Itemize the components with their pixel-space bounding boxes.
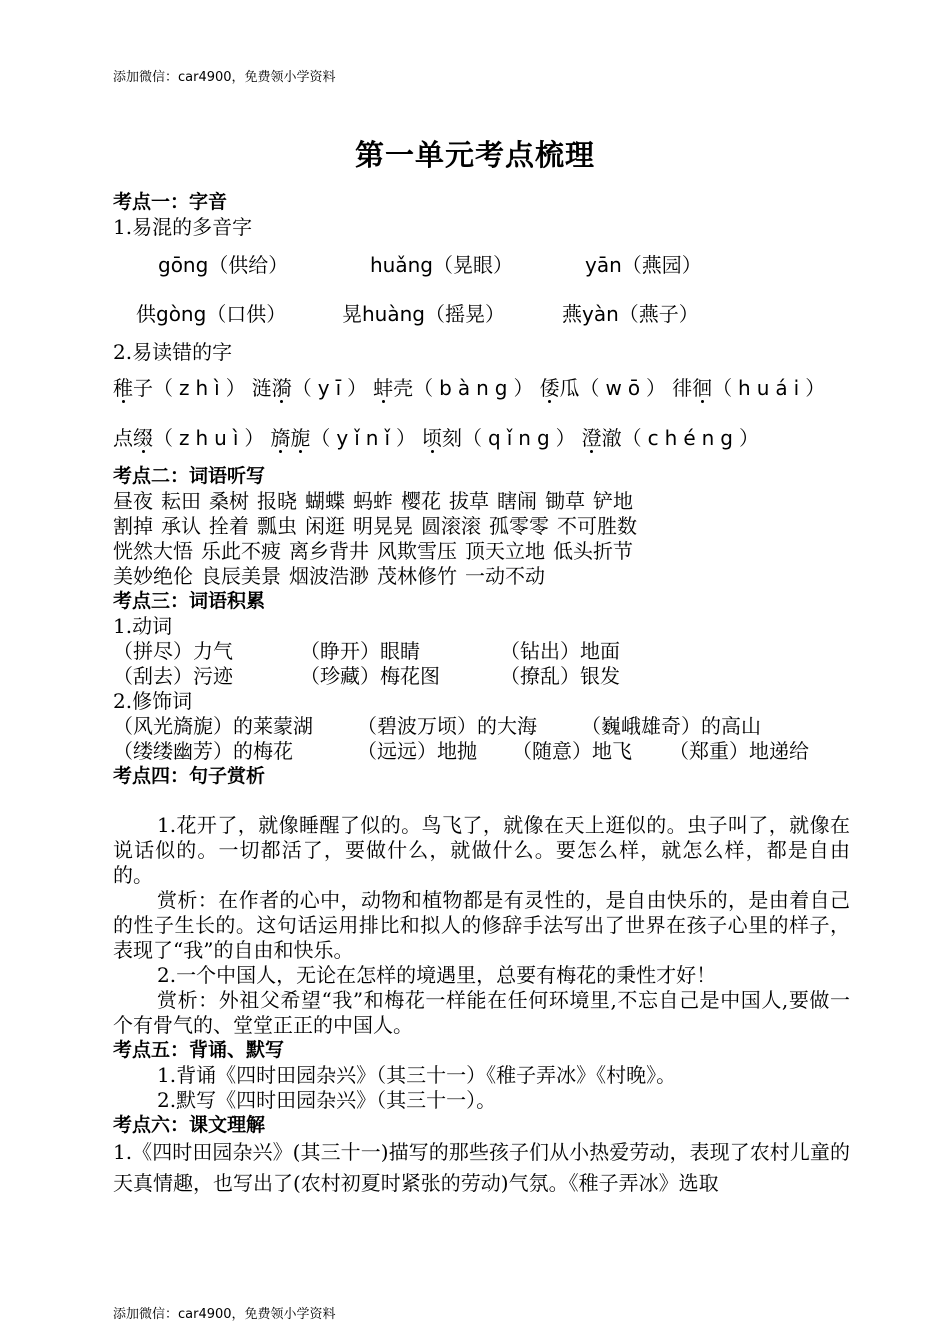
- section-heading-6: 考点六：课文理解: [113, 1114, 266, 1136]
- misread-item: [582, 426, 765, 450]
- vocab-word: 烟波浩渺: [289, 564, 369, 588]
- vocab-word: 风欺雪压: [377, 539, 457, 563]
- misread-row-2: [113, 426, 765, 451]
- pinyin: （chéng）: [621, 426, 766, 450]
- char: 徘: [672, 376, 693, 400]
- modifier-phrase: （风光旖旎）的莱蒙湖: [113, 714, 313, 738]
- char-dotted: 漪: [271, 376, 292, 400]
- misread-row-1: [113, 376, 831, 401]
- verb-phrase: （珍藏）梅花图: [300, 664, 440, 688]
- modifier-phrase: （巍峨雄奇）的高山: [581, 714, 761, 738]
- vocab-word: 报晓: [257, 489, 297, 513]
- subheading-verbs: 1.动词: [113, 614, 173, 638]
- pinyin: yān: [585, 253, 622, 277]
- vocab-word: 割掉: [113, 514, 153, 538]
- modifier-phrase: （缕缕幽芳）的梅花: [113, 739, 293, 763]
- char: 涟: [251, 376, 272, 400]
- polyphone-item: [585, 253, 702, 278]
- section-heading-5: 考点五：背诵、默写: [113, 1039, 285, 1061]
- pinyin: （zhì）: [153, 376, 252, 400]
- char-dotted: 顷: [422, 426, 443, 450]
- section-heading-3: 考点三：词语积累: [113, 590, 266, 612]
- char-dotted: 蚌: [373, 376, 394, 400]
- word: （供给）: [208, 253, 289, 277]
- vocab-word: 恍然大悟: [113, 539, 193, 563]
- vocab-word: 锄草: [545, 489, 585, 513]
- paragraph: 1.《四时田园杂兴》(其三十一)描写的那些孩子们从小热爱劳动，表现了农村儿童的天真情趣，也写出了(农村初夏时紧张的劳动)气氛。《稚子弄冰》选取: [113, 1140, 850, 1195]
- modifier-phrase: （郑重）地递给: [669, 739, 809, 763]
- verb-phrase: （撩乱）银发: [500, 664, 620, 688]
- pinyin: gōng: [158, 253, 209, 277]
- char: 供: [136, 302, 156, 326]
- misread-item: [252, 376, 373, 400]
- word: （燕园）: [621, 253, 702, 277]
- paragraph: 赏析：外祖父希望“我”和梅花一样能在任何环境里,不忘自己是中国人,要做一个有骨气的、堂堂正正的中国人。: [113, 988, 850, 1037]
- pinyin: （huái）: [712, 376, 832, 400]
- vocab-word: 承认: [161, 514, 201, 538]
- vocab-word: 离乡背井: [289, 539, 369, 563]
- vocab-word: 闲逛: [305, 514, 345, 538]
- modifier-phrase: （随意）地飞: [512, 739, 632, 763]
- word-line: [113, 514, 645, 539]
- misread-item: [672, 376, 831, 400]
- vocab-word: 明晃晃: [353, 514, 413, 538]
- word: （燕子）: [618, 302, 699, 326]
- word-line: [113, 489, 641, 514]
- subheading-modifiers: 2.修饰词: [113, 689, 193, 713]
- section-heading-1: 考点一：字音: [113, 191, 228, 213]
- misread-item: [422, 426, 582, 450]
- verb-phrase: （拼尽）力气: [113, 639, 233, 663]
- vocab-word: 瞎闹: [497, 489, 537, 513]
- modifier-phrase: （碧波万顷）的大海: [357, 714, 537, 738]
- char: 燕: [562, 302, 582, 326]
- pinyin: （wō）: [579, 376, 673, 400]
- vocab-word: 樱花: [401, 489, 441, 513]
- char: 点: [113, 426, 133, 450]
- page-header: 添加微信：car4900，免费领小学资料: [113, 70, 336, 85]
- vocab-word: 昼夜: [113, 489, 153, 513]
- pinyin: （bàng）: [413, 376, 540, 400]
- char: 子: [133, 376, 153, 400]
- vocab-word: 美妙绝伦: [113, 564, 193, 588]
- vocab-word: 不可胜数: [557, 514, 637, 538]
- word-line: [113, 539, 641, 564]
- vocab-word: 一动不动: [465, 564, 545, 588]
- vocab-word: 拔草: [449, 489, 489, 513]
- vocab-word: 圆滚滚: [421, 514, 481, 538]
- pinyin: （yǐnǐ）: [310, 426, 423, 450]
- vocab-word: 铲地: [593, 489, 633, 513]
- pinyin: （zhuì）: [153, 426, 271, 450]
- word: （口供）: [206, 302, 287, 326]
- modifier-phrase: （远远）地抛: [357, 739, 477, 763]
- vocab-word: 桑树: [209, 489, 249, 513]
- word-line: [113, 564, 553, 589]
- verb-phrase: （刮去）污迹: [113, 664, 233, 688]
- page-footer: 添加微信：car4900，免费领小学资料: [113, 1307, 336, 1322]
- char-dotted: 澄: [581, 426, 602, 450]
- char-dotted: 倭: [539, 376, 560, 400]
- char-dotted: 稚: [113, 376, 133, 400]
- verb-phrase: （钻出）地面: [500, 639, 620, 663]
- misread-item: [270, 426, 422, 450]
- verb-phrase: （睁开）眼睛: [300, 639, 420, 663]
- misread-item: [113, 376, 252, 400]
- polyphone-item: [136, 302, 286, 327]
- subheading-misread: 2.易读错的字: [113, 340, 233, 364]
- pinyin: yàn: [582, 302, 619, 326]
- char: 瓜: [559, 376, 580, 400]
- page-title: 第一单元考点梳理: [354, 138, 595, 172]
- pinyin: gòng: [156, 302, 207, 326]
- char: 晃: [342, 302, 362, 326]
- char-dotted: 缀: [133, 426, 153, 450]
- vocab-word: 顶天立地: [465, 539, 545, 563]
- word: （摇晃）: [424, 302, 505, 326]
- char: 澈: [601, 426, 622, 450]
- char: 刻: [442, 426, 463, 450]
- pinyin: （qǐng）: [462, 426, 582, 450]
- char-dotted: 旎: [290, 426, 311, 450]
- vocab-word: 拴着: [209, 514, 249, 538]
- char: 壳: [393, 376, 414, 400]
- polyphone-item: [342, 302, 505, 327]
- char-dotted: 旖: [270, 426, 291, 450]
- section-heading-4: 考点四：句子赏析: [113, 765, 266, 787]
- section-heading-2: 考点二：词语听写: [113, 465, 266, 487]
- polyphone-item: [158, 253, 288, 278]
- pinyin: huǎng: [370, 253, 433, 277]
- char-dotted: 徊: [692, 376, 713, 400]
- misread-item: [113, 426, 270, 450]
- word: （晃眼）: [432, 253, 513, 277]
- text-line: 2.默写《四时田园杂兴》（其三十一）。: [157, 1088, 497, 1112]
- polyphone-item: [562, 302, 699, 327]
- subheading-polyphones: 1.易混的多音字: [113, 215, 253, 239]
- paragraph: 赏析：在作者的心中，动物和植物都是有灵性的，是自由快乐的，是由着自己的性子生长的。这句话运用排比和拟人的修辞手法写出了世界在孩子心里的样子，表现了“我”的自由和快乐。: [113, 888, 850, 962]
- paragraph: 1.花开了，就像睡醒了似的。鸟飞了，就像在天上逛似的。虫子叫了，就像在说话似的。一切都活了，要做什么，就做什么。要怎么样，就怎么样，都是自由的。: [113, 813, 850, 887]
- vocab-word: 蝴蝶: [305, 489, 345, 513]
- text-line: 1.背诵《四时田园杂兴》（其三十一）《稚子弄冰》《村晚》。: [157, 1063, 677, 1087]
- misread-item: [373, 376, 539, 400]
- vocab-word: 孤零零: [489, 514, 549, 538]
- vocab-word: 蚂蚱: [353, 489, 393, 513]
- vocab-word: 乐此不疲: [201, 539, 281, 563]
- vocab-word: 瓢虫: [257, 514, 297, 538]
- vocab-word: 低头折节: [553, 539, 633, 563]
- pinyin: huàng: [362, 302, 425, 326]
- pinyin: （yī）: [291, 376, 374, 400]
- paragraph: 2.一个中国人，无论在怎样的境遇里，总要有梅花的秉性才好！: [157, 963, 717, 987]
- vocab-word: 耘田: [161, 489, 201, 513]
- vocab-word: 良辰美景: [201, 564, 281, 588]
- vocab-word: 茂林修竹: [377, 564, 457, 588]
- misread-item: [539, 376, 672, 400]
- polyphone-item: [370, 253, 513, 278]
